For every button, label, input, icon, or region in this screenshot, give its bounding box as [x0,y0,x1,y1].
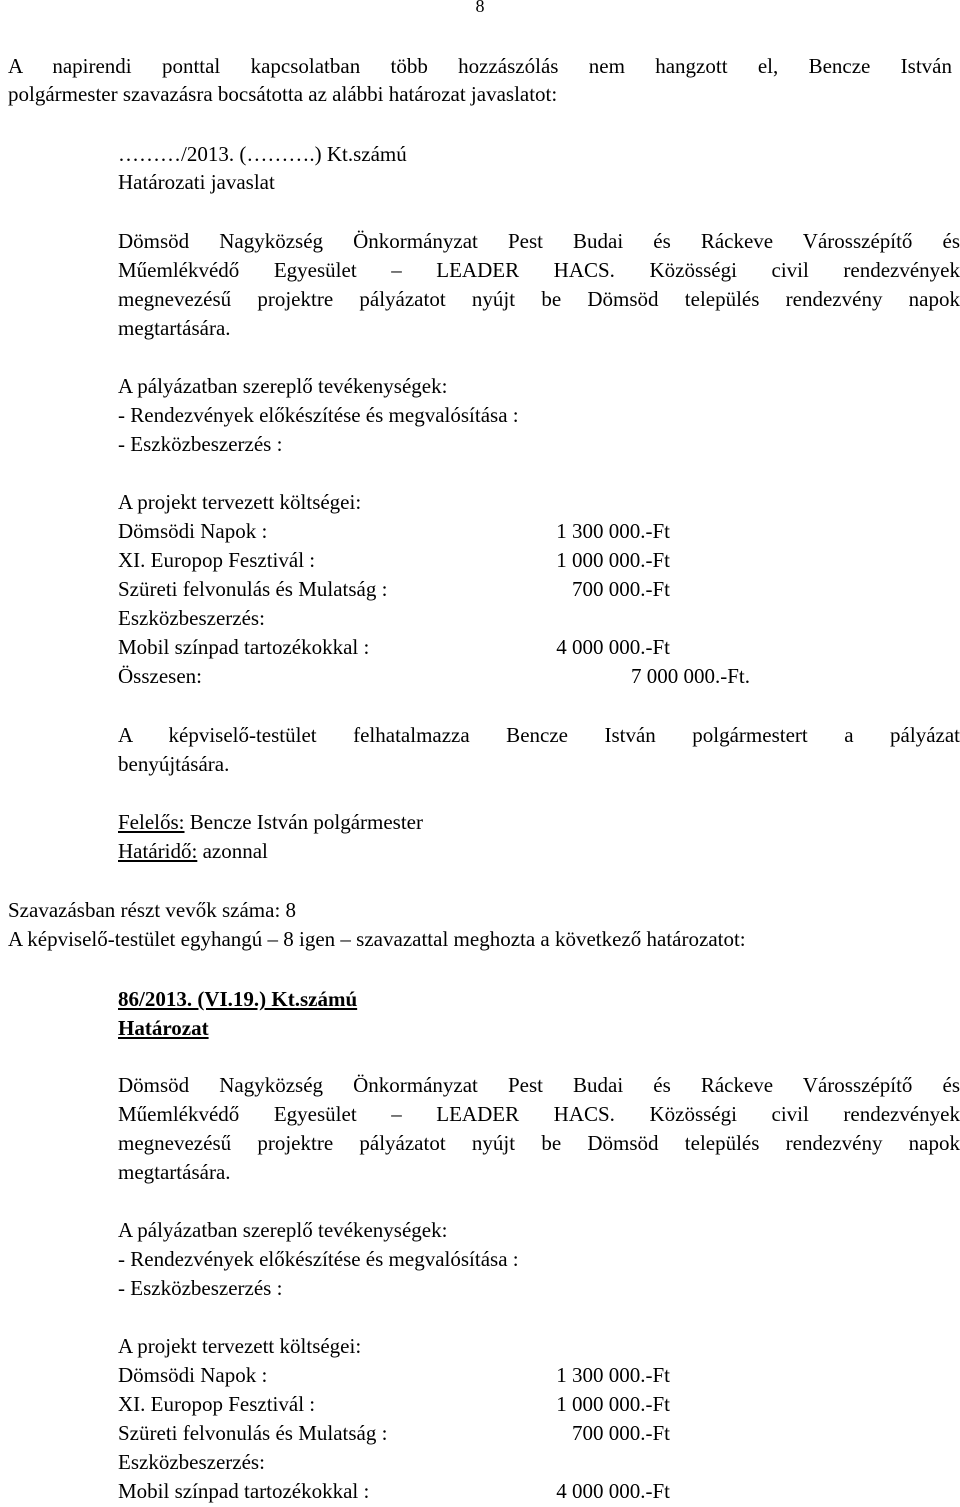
resolution-number: 86/2013. (VI.19.) Kt.számú [118,987,358,1011]
proposal-cost-amount-1: 1 300 000.-Ft [556,519,670,543]
resolution-cost-label-1: Dömsödi Napok : [118,1363,268,1387]
resolution-body-line-3: megnevezésű projektre pályázatot nyújt be Dömsöd település rendezvény napok [118,1131,960,1155]
proposal-activity-2: - Eszközbeszerzés : [118,432,283,456]
responsible-value: Bencze István polgármester [184,810,423,834]
proposal-deadline [118,837,268,865]
responsible-label: Felelős: [118,810,185,834]
proposal-cost-amount-5: 4 000 000.-Ft [556,635,670,659]
proposal-body-line-1: Dömsöd Nagyközség Önkormányzat Pest Budai és Ráckeve Városszépítő és [118,229,960,253]
deadline-value: azonnal [197,839,268,863]
page-number: 8 [475,0,485,16]
resolution-activity-1: - Rendezvények előkészítése és megvalósítása : [118,1247,519,1271]
proposal-authorization-line-1: A képviselő-testület felhatalmazza Bencze István polgármestert a pályázat [118,723,960,747]
proposal-body-line-2: Műemlékvédő Egyesület – LEADER HACS. Közösségi civil rendezvények [118,258,960,282]
resolution-cost-label-4: Eszközbeszerzés: [118,1450,265,1474]
proposal-authorization-line-2: benyújtására. [118,752,230,776]
proposal-cost-label-1: Dömsödi Napok : [118,519,268,543]
resolution-body-line-1: Dömsöd Nagyközség Önkormányzat Pest Budai és Ráckeve Városszépítő és [118,1073,960,1097]
resolution-body-line-4: megtartására. [118,1160,231,1184]
resolution-cost-amount-5: 4 000 000.-Ft [556,1479,670,1503]
resolution-cost-label-5: Mobil színpad tartozékokkal : [118,1479,370,1503]
resolution-costs-title: A projekt tervezett költségei: [118,1334,362,1358]
resolution-activity-2: - Eszközbeszerzés : [118,1276,283,1300]
vote-participants: Szavazásban részt vevők száma: 8 [8,898,297,922]
deadline-label: Határidő: [118,839,198,863]
resolution-cost-label-2: XI. Europop Fesztivál : [118,1392,316,1416]
proposal-activities-title: A pályázatban szereplő tevékenységek: [118,374,448,398]
proposal-body-line-3: megnevezésű projektre pályázatot nyújt be Dömsöd település rendezvény napok [118,287,960,311]
proposal-cost-label-2: XI. Europop Fesztivál : [118,548,316,572]
resolution-title: Határozat [118,1016,209,1040]
proposal-body-line-4: megtartására. [118,316,231,340]
proposal-activity-1: - Rendezvények előkészítése és megvalósítása : [118,403,519,427]
resolution-body-line-2: Műemlékvédő Egyesület – LEADER HACS. Közösségi civil rendezvények [118,1102,960,1126]
resolution-cost-amount-1: 1 300 000.-Ft [556,1363,670,1387]
resolution-activities-title: A pályázatban szereplő tevékenységek: [118,1218,448,1242]
proposal-cost-label-4: Eszközbeszerzés: [118,606,265,630]
proposal-cost-amount-3: 700 000.-Ft [571,577,670,601]
proposal-responsible [118,808,423,836]
vote-result: A képviselő-testület egyhangú – 8 igen – szavazattal meghozta a következő határozatot: [8,927,746,951]
proposal-cost-amount-2: 1 000 000.-Ft [556,548,670,572]
proposal-total-label: Összesen: [118,664,202,688]
proposal-cost-label-3: Szüreti felvonulás és Mulatság : [118,577,388,601]
resolution-cost-amount-2: 1 000 000.-Ft [556,1392,670,1416]
resolution-cost-amount-3: 700 000.-Ft [571,1421,670,1445]
proposal-costs-title: A projekt tervezett költségei: [118,490,362,514]
intro-line-2: polgármester szavazásra bocsátotta az alábbi határozat javaslatot: [8,82,558,106]
proposal-number: ………/2013. (……….) Kt.számú [118,142,407,166]
proposal-total-amount: 7 000 000.-Ft. [630,664,750,688]
intro-line-1: A napirendi ponttal kapcsolatban több hozzászólás nem hangzott el, Bencze István [8,54,952,78]
proposal-cost-label-5: Mobil színpad tartozékokkal : [118,635,370,659]
resolution-cost-label-3: Szüreti felvonulás és Mulatság : [118,1421,388,1445]
proposal-title: Határozati javaslat [118,170,275,194]
